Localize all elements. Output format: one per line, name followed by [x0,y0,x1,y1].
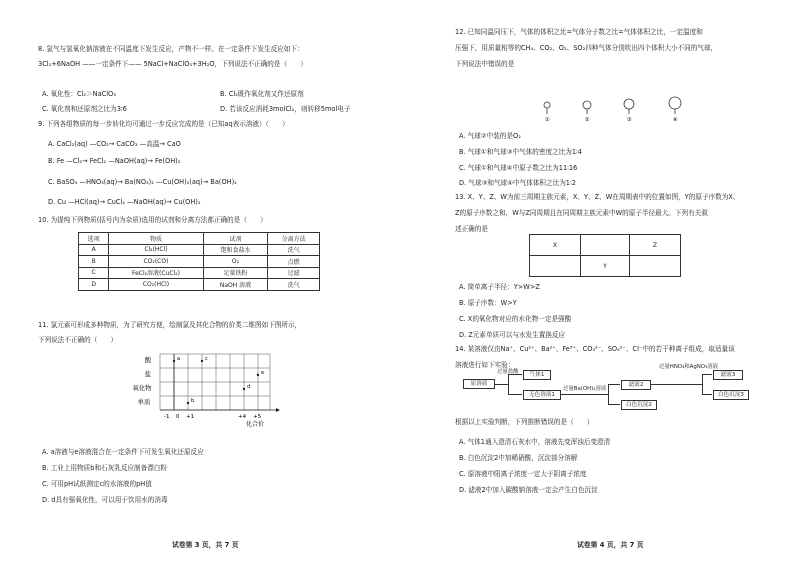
q14-option-a: A. 气体1通入澄清石灰水中，溶液先变浑浊后变澄清 [459,438,611,446]
table-cell: CO₂(CO) [109,256,203,268]
q11-stem-1: 11. 氯元素可形成多种物质，为了研究方便，绘制氯及其化合物的价类二维图如下图所示， [38,321,302,329]
point-a: a [177,356,181,362]
q13-stem-1: 13. X、Y、Z、W为前三周期主族元素，X、Y、Z、W在周期表中的位置如图，Y的原子序数为X、 [455,193,740,201]
x-tick: +5 [253,414,262,420]
table-cell: D [79,279,109,291]
table-header-row [79,233,320,245]
q13-option-c: C. X的氧化物对应的水化物一定是强酸 [459,315,572,323]
flow-arrow [650,384,702,385]
q14-option-b: B. 白色沉淀2中加稀硝酸，沉淀部分溶解 [459,454,578,462]
periodic-table-fragment [529,234,681,277]
q12-stem-1: 12. 已知同温同压下，气体的体积之比=气体分子数之比=气体体积之比，一定温度和 [455,28,703,36]
q9-option-c: C. BaSO₄ —HNO₃(aq)→ Ba(NO₃)₂ —Cu(OH)₂(aq)→ Ba(OH)₂ [48,178,237,186]
table-header: 试剂 [203,233,268,245]
y-label-salt: 盐 [144,370,152,378]
table-cell: O₂ [203,256,268,268]
y-label-element: 单质 [137,398,151,406]
table-header: 选项 [79,233,109,245]
q11-option-a: A. a溶液与e溶液混合在一定条件下可发生氧化还原反应 [42,448,204,456]
table-row [79,244,320,256]
table-cell: A [79,244,109,256]
q12-option-a: A. 气球②中装的是O₂ [459,132,521,140]
q12-option-b: B. 气球①和气球③中气体的密度之比为1∶4 [459,148,582,156]
q11-option-d: D. d具有强氧化性，可以用于饮用水的消毒 [42,496,168,504]
flow-label-step3: 过量HNO₃和AgNO₃溶液 [659,364,718,370]
cell-empty [629,256,680,277]
flow-box-filtrate2: 滤液2 [621,380,651,390]
q13-option-a: A. 简单离子半径：Y>W>Z [459,283,540,291]
table-cell: 洗气 [268,279,320,291]
table-header: 物质 [109,233,203,245]
table-cell: 足量铁粉 [203,267,268,279]
q8-equation: 3Cl₂+6NaOH ——一定条件下—— 5NaCl+NaClO₃+3H₂O，下列说法不正确的是（ ） [38,60,307,68]
q10-stem: 10. 为提纯下列物质(括号内为杂质)选用的试剂和分离方法都正确的是（ ） [38,216,267,224]
table-row [79,256,320,268]
page-footer-left: 试卷第 3 页，共 7 页 [172,541,239,549]
x-tick: -1 [164,414,170,420]
x-axis-label: 化合价 [246,421,265,428]
flow-arrow [560,394,608,395]
table-cell: 洗气 [268,244,320,256]
q13-stem-3: 述正确的是 [455,225,488,233]
q14-option-d: D. 滤液2中加入碳酸钠溶液一定会产生白色沉淀 [459,486,598,494]
balloon-label: ③ [627,117,632,122]
q13-stem-2: Z的原子序数之和，W与Z同周期且在同周期主族元素中W的原子半径最大。下列有关叙 [455,209,708,217]
flow-box-solution1: 无色溶液1 [523,390,561,400]
q12-option-c: C. 气球①和气球④中原子数之比为11∶16 [459,164,578,172]
point-c: c [205,356,208,362]
balloon-label: ① [545,117,550,122]
table-cell: C [79,267,109,279]
table-cell: CO₂(HCl) [109,279,203,291]
q14-stem-1: 14. 某溶液仅由Na⁺、Cu²⁺、Ba²⁺、Fe³⁺、CO₃²⁻、SO₄²⁻、Cl⁻中的若干种离子组成，取适量该 [455,345,735,353]
cell-empty [581,235,630,256]
flow-arrow [608,384,620,385]
cell-empty [530,256,581,277]
q14-option-c: C. 原溶液中阳离子浓度一定大于阴离子浓度 [459,470,587,478]
table-cell: FeCl₂溶液(CuCl₂) [109,267,203,279]
flow-arrow [608,404,620,405]
q8-option-a: A. 氧化性：Cl₂＞NaClO₃ [42,90,116,98]
x-tick: 0 [176,414,180,420]
balloon-label: ② [585,117,590,122]
q9-stem: 9. 下列各组物质的每一步转化均可通过一步反应完成的是（已知aq表示溶液）（ ） [38,120,289,128]
point-e: e [261,370,265,376]
flow-arrow [508,394,522,395]
flow-label-step2: 过量Ba(OH)₂溶液 [563,386,607,392]
cell-x: X [530,235,581,256]
q11-option-c: C. 可用pH试纸测定c的水溶液的pH值 [42,480,152,488]
table-cell: Cl₂(HCl) [109,244,203,256]
q14-stem-3: 根据以上实验判断，下列推断错误的是（ ） [455,418,594,426]
q12-stem-3: 下列说法中错误的是 [455,60,515,68]
flow-branch [508,374,509,394]
table-row [79,279,320,291]
q13-option-d: D. Z元素单质可以与水发生置换反应 [459,331,566,339]
balloon-label: ④ [673,117,678,122]
flow-label-step1: 过量盐酸 [497,369,519,375]
page-footer-right: 试卷第 4 页，共 7 页 [577,541,644,549]
y-label-oxide: 氧化物 [132,384,152,392]
q8-stem: 8. 氯气与氢氧化钠溶液在不同温度下发生反应，产物不一样。在一定条件下发生反应如下： [38,45,304,53]
y-label-acid: 酸 [144,356,152,364]
point-b: b [191,398,195,404]
q9-option-a: A. CaCl₂(aq) —CO₂→ CaCO₃ —高温→ CaO [48,140,181,148]
q12-stem-2: 压强下，用质量相等的CH₄、CO₂、O₂、SO₂四种气体分别吹出四个体积大小不同的气球， [455,44,718,52]
flow-box-precipitate3: 白色沉淀3 [713,390,749,400]
valence-class-diagram [120,352,280,428]
q8-option-d: D. 若该反应消耗3molCl₂，则转移5mol电子 [220,105,351,113]
flow-box-precipitate2: 白色沉淀2 [621,400,657,410]
q11-option-b: B. 工业上用物质b和石灰乳反应制备漂白粉 [42,464,167,472]
table-cell: 饱和食盐水 [203,244,268,256]
flow-box-filtrate3: 滤液3 [713,370,743,380]
q8-option-c: C. 氧化剂和还原剂之比为3∶6 [42,105,127,113]
flow-arrow [702,374,712,375]
q11-stem-2: 下列说法不正确的（ ） [38,336,118,344]
table-row [79,267,320,279]
right-page [397,0,794,561]
table-cell: NaOH 溶液 [203,279,268,291]
balloons-figure [537,92,687,122]
table-cell: 点燃 [268,256,320,268]
q9-option-b: B. Fe —Cl₂→ FeCl₂ —NaOH(aq)→ Fe(OH)₂ [48,157,181,165]
q9-option-d: D. Cu —HCl(aq)→ CuCl₂ —NaOH(aq)→ Cu(OH)₂ [48,198,201,206]
q10-table [78,232,320,291]
cell-z: Z [629,235,680,256]
point-d: d [247,384,251,390]
flow-box-gas1: 气体1 [523,370,551,380]
flow-arrow [702,394,712,395]
table-header: 分离方法 [268,233,320,245]
flow-branch [608,384,609,404]
flow-arrow [508,374,522,375]
q12-option-d: D. 气球③和气球④中气体体积之比为1∶2 [459,179,576,187]
flow-arrow [494,384,508,385]
flow-branch [702,374,703,394]
x-tick: +4 [238,414,247,420]
x-tick: +1 [186,414,195,420]
cell-y: Y [581,256,630,277]
table-cell: B [79,256,109,268]
q8-option-b: B. Cl₂既作氧化剂又作还原剂 [220,90,304,98]
table-cell: 过滤 [268,267,320,279]
flow-box-original-solution: 原溶液 [463,379,495,389]
q14-stem-2: 溶液进行如下实验： [455,361,515,369]
q13-option-b: B. 原子序数：W>Y [459,299,517,307]
